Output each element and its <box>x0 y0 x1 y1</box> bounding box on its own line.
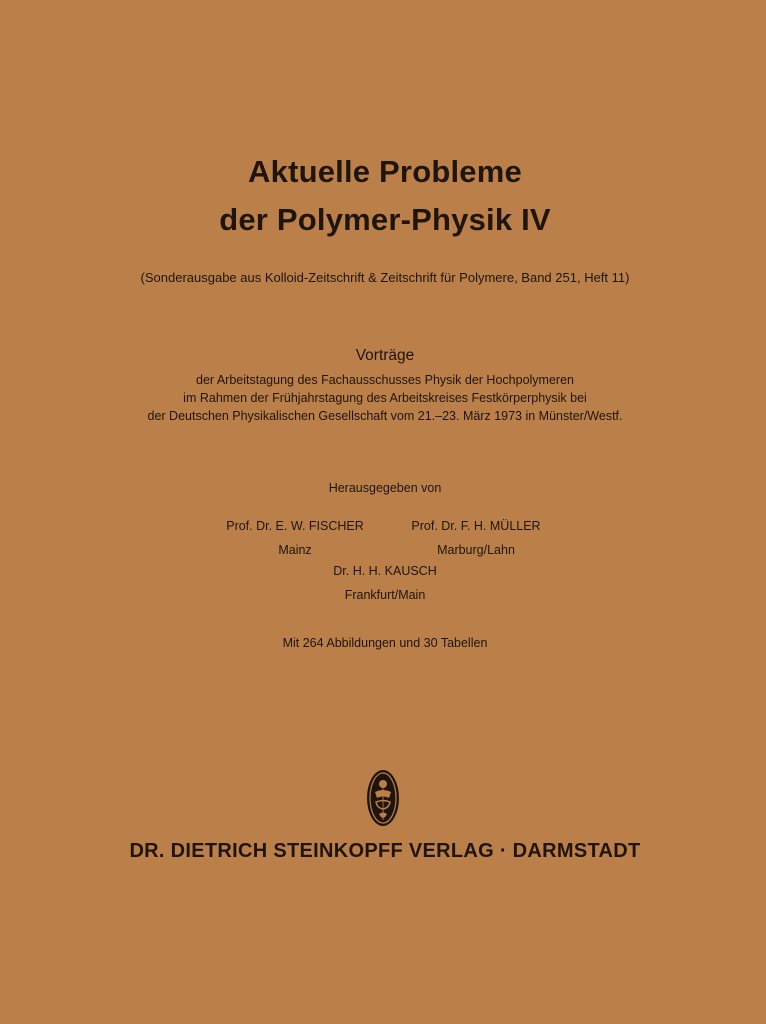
section-heading: Vorträge <box>355 347 415 364</box>
editor-city-mueller: Marburg/Lahn <box>437 543 515 557</box>
subtitle: (Sonderausgabe aus Kolloid-Zeitschrift & Zeitschrift für Polymere, Band 251, Heft 11) <box>140 270 630 285</box>
publisher-line: DR. DIETRICH STEINKOPFF VERLAG · DARMSTADT <box>129 840 641 862</box>
description-line-1: der Arbeitstagung des Fachausschusses Physik der Hochpolymeren <box>196 373 574 387</box>
editor-name-mueller: Prof. Dr. F. H. MÜLLER <box>411 519 541 533</box>
description-line-2: im Rahmen der Frühjahrstagung des Arbeitskreises Festkörperphysik bei <box>183 391 587 405</box>
editor-name-fischer: Prof. Dr. E. W. FISCHER <box>226 519 364 533</box>
edited-by-label: Herausgegeben von <box>328 481 442 495</box>
publisher-emblem-icon <box>365 768 401 828</box>
title-line-2: der Polymer-Physik IV <box>219 202 551 237</box>
editor-city-kausch: Frankfurt/Main <box>344 588 426 602</box>
illustrations-note: Mit 264 Abbildungen und 30 Tabellen <box>282 636 488 650</box>
editor-city-fischer: Mainz <box>278 543 312 557</box>
editor-name-kausch: Dr. H. H. KAUSCH <box>333 564 437 578</box>
description-line-3: der Deutschen Physikalischen Gesellschaft vom 21.–23. März 1973 in Münster/Westf. <box>147 409 623 423</box>
title-line-1: Aktuelle Probleme <box>248 154 522 189</box>
